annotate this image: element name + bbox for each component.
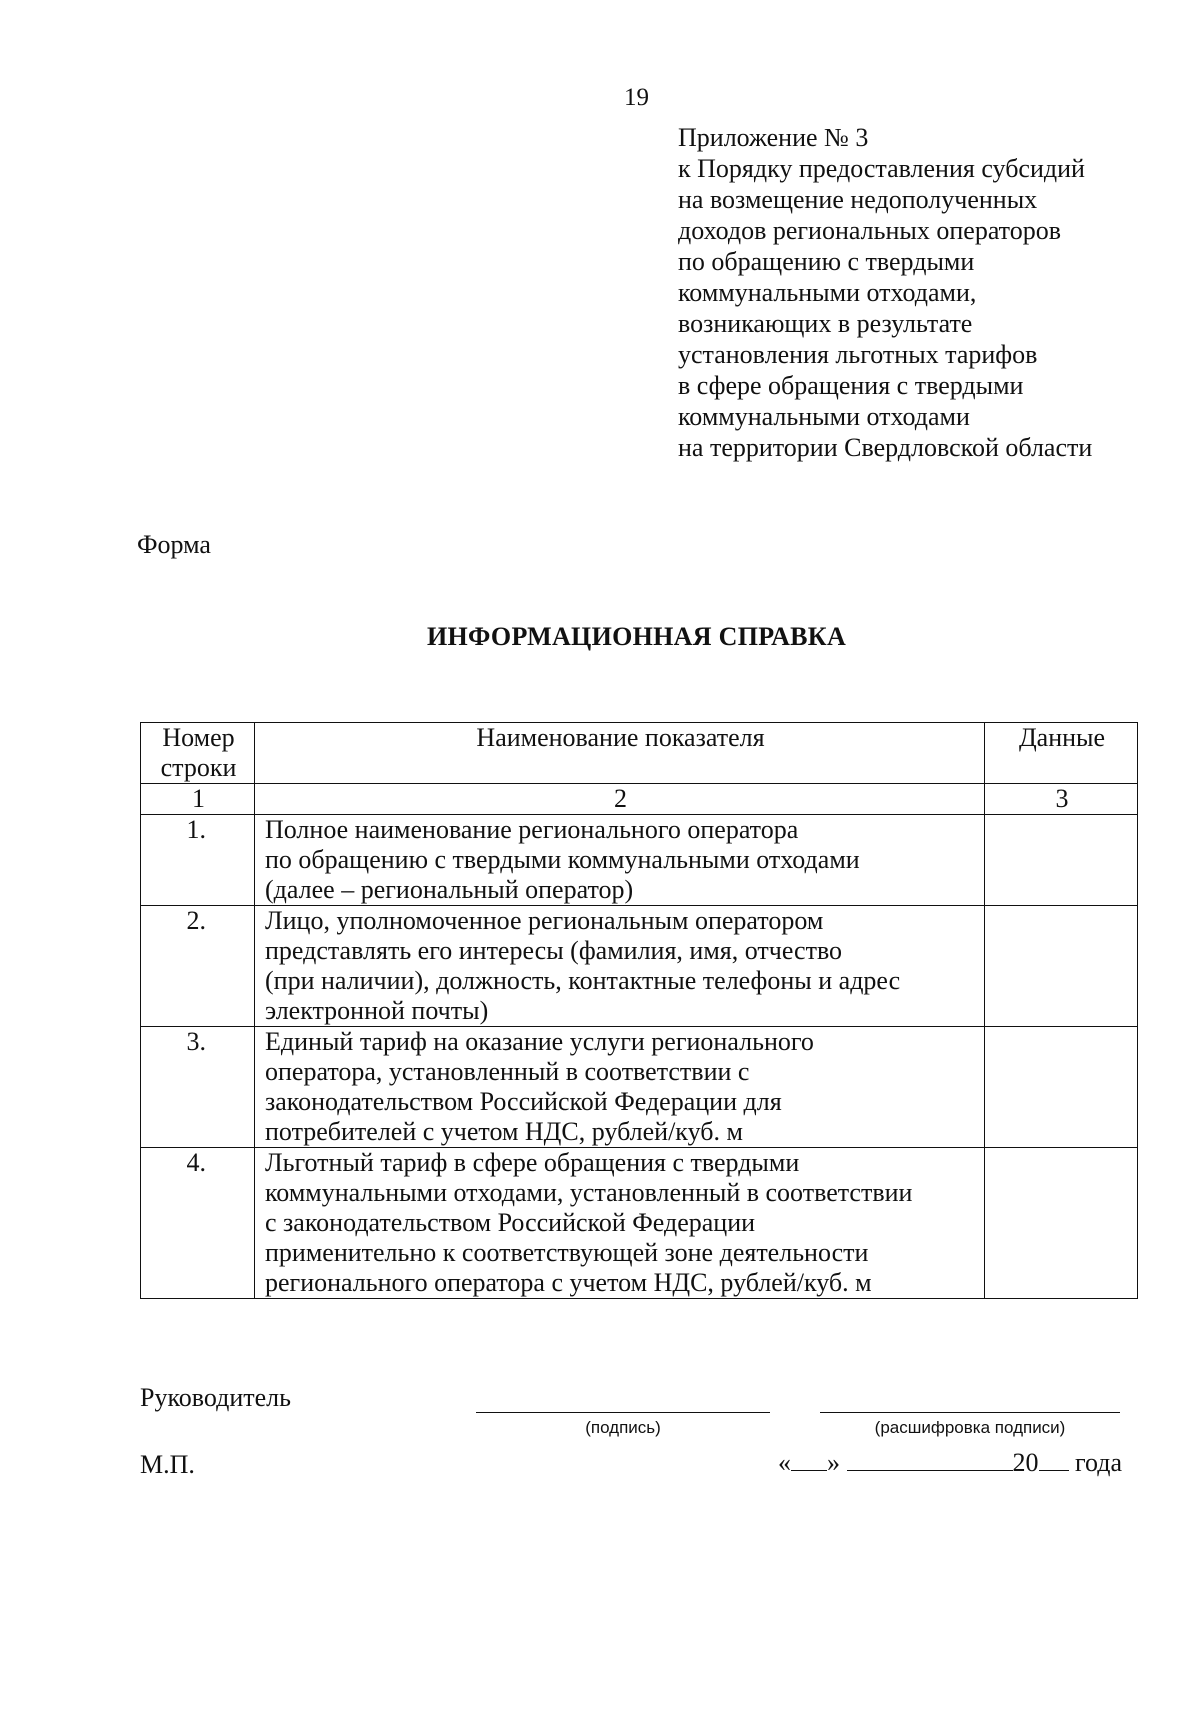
indicator-line: коммунальными отходами, установленный в соответствии [265, 1178, 913, 1207]
indicator-line: (при наличии), должность, контактные телефоны и адрес [265, 966, 901, 995]
info-table [140, 722, 1138, 1299]
appendix-line: в сфере обращения с твердыми [678, 371, 1024, 400]
appendix-line: возникающих в результате [678, 309, 973, 338]
indicator-line: Лицо, уполномоченное региональным оператором [265, 906, 824, 935]
indicator-name [255, 906, 985, 1027]
indicator-line: потребителей с учетом НДС, рублей/куб. м [265, 1117, 743, 1146]
data-cell[interactable] [985, 906, 1138, 1027]
index-cell: 3 [985, 784, 1138, 815]
row-number: 1. [141, 815, 255, 906]
signature-transcript-line[interactable] [820, 1412, 1120, 1413]
index-cell: 2 [255, 784, 985, 815]
page-number: 19 [624, 84, 649, 111]
indicator-name [255, 815, 985, 906]
appendix-line: коммунальными отходами [678, 402, 970, 431]
header-row-number-line: строки [160, 753, 237, 782]
row-number: 3. [141, 1027, 255, 1148]
header-row-number [141, 723, 255, 784]
row-number: 4. [141, 1148, 255, 1299]
table-row [141, 906, 1138, 1027]
signature-line[interactable] [476, 1412, 770, 1413]
document-title: ИНФОРМАЦИОННАЯ СПРАВКА [426, 622, 847, 651]
indicator-line: с законодательством Российской Федерации [265, 1208, 756, 1237]
signature-transcript-caption: (расшифровка подписи) [874, 1418, 1066, 1437]
appendix-line: на территории Свердловской области [678, 433, 1093, 462]
data-cell[interactable] [985, 1148, 1138, 1299]
date-year-blank[interactable] [1039, 1448, 1069, 1471]
form-label: Форма [137, 530, 211, 559]
indicator-line: Полное наименование регионального оператора [265, 815, 799, 844]
data-cell[interactable] [985, 815, 1138, 906]
indicator-name [255, 1148, 985, 1299]
indicator-line: законодательством Российской Федерации для [265, 1087, 782, 1116]
appendix-line: установления льготных тарифов [678, 340, 1038, 369]
indicator-line: регионального оператора с учетом НДС, рублей/куб. м [265, 1268, 872, 1297]
appendix-line: по обращению с твердыми [678, 247, 975, 276]
indicator-line: по обращению с твердыми коммунальными отходами [265, 845, 860, 874]
signature-caption: (подпись) [585, 1418, 661, 1437]
manager-label: Руководитель [140, 1383, 291, 1412]
indicator-line: (далее – региональный оператор) [265, 875, 634, 904]
data-cell[interactable] [985, 1027, 1138, 1148]
appendix-line: доходов региональных операторов [678, 216, 1061, 245]
row-number: 2. [141, 906, 255, 1027]
date-year-prefix: 20 [1012, 1448, 1039, 1477]
stamp-label: М.П. [140, 1450, 195, 1479]
indicator-name [255, 1027, 985, 1148]
header-row-number-line: Номер [162, 723, 235, 752]
indicator-line: представлять его интересы (фамилия, имя, отчество [265, 936, 843, 965]
index-cell: 1 [141, 784, 255, 815]
indicator-line: Единый тариф на оказание услуги регионального [265, 1027, 814, 1056]
table-row [141, 815, 1138, 906]
date-suffix: года [1075, 1448, 1123, 1477]
indicator-line: электронной почты) [265, 996, 489, 1025]
appendix-line: Приложение № 3 [678, 123, 869, 152]
indicator-line: оператора, установленный в соответствии с [265, 1057, 750, 1086]
header-data: Данные [985, 723, 1138, 784]
appendix-line: на возмещение недополученных [678, 185, 1038, 214]
table-row [141, 1148, 1138, 1299]
date-open-quote: « [778, 1448, 791, 1477]
date-close-quote: » [827, 1448, 840, 1477]
date-line [778, 1448, 1122, 1478]
date-day-blank[interactable] [791, 1448, 827, 1471]
indicator-line: Льготный тариф в сфере обращения с твердыми [265, 1148, 800, 1177]
table-row [141, 1027, 1138, 1148]
appendix-line: к Порядку предоставления субсидий [678, 154, 1085, 183]
table-header-row [141, 723, 1138, 784]
indicator-line: применительно к соответствующей зоне деятельности [265, 1238, 869, 1267]
date-month-blank[interactable] [847, 1448, 1013, 1471]
appendix-block [678, 122, 1092, 463]
header-indicator-name: Наименование показателя [255, 723, 985, 784]
table-index-row [141, 784, 1138, 815]
appendix-line: коммунальными отходами, [678, 278, 977, 307]
